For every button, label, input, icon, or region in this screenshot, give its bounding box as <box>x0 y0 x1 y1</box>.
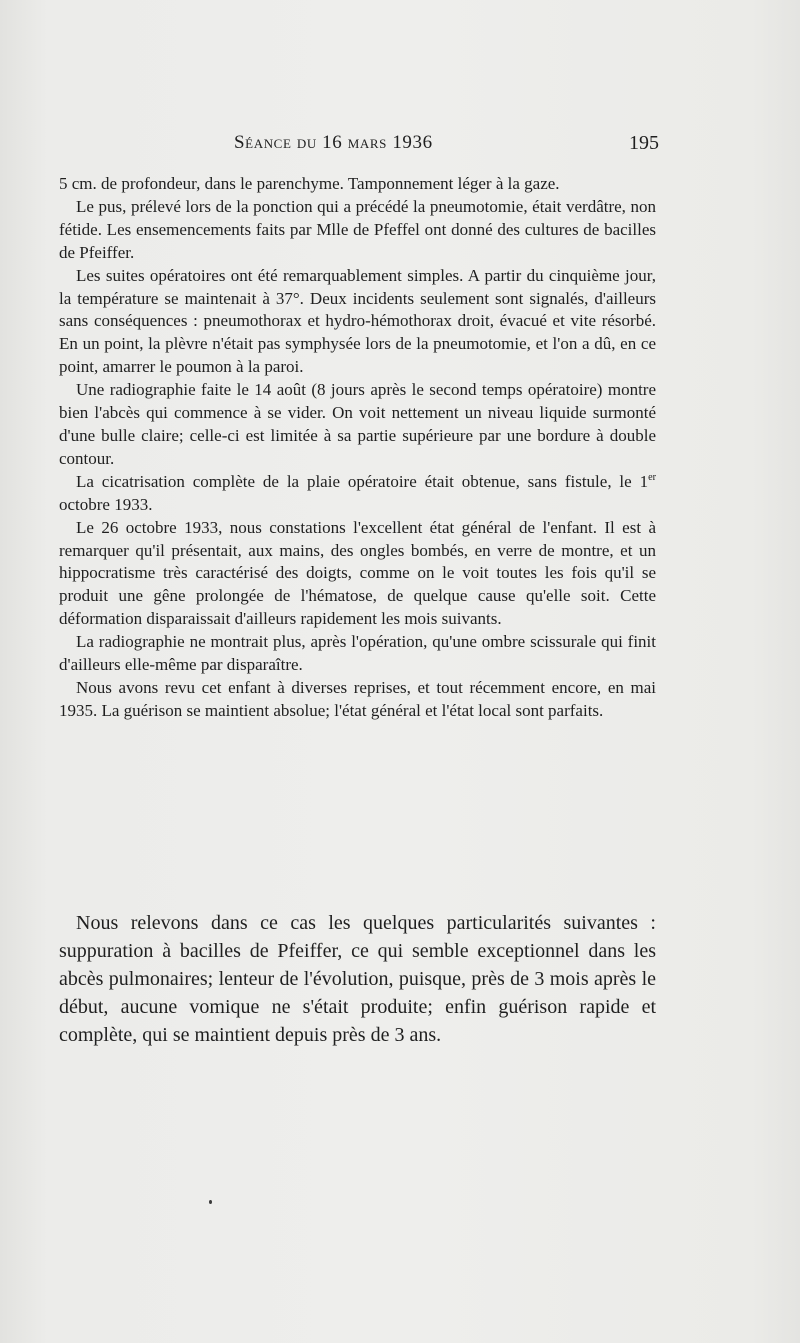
page-number: 195 <box>629 132 659 154</box>
case-report-text <box>59 173 656 723</box>
ink-speck <box>209 1200 212 1204</box>
conclusion-paragraph: Nous relevons dans ce cas les quelques particularités suivantes : suppuration à bacilles de Pfeiffer, ce qui semble exceptionnel dans les abcès pulmonaires; lenteur de l'évolution, puisque, près de 3 mois après le début, aucune vomique ne s'était produite; enfin guérison rapide et complète, qui se maintient depuis près de 3 ans. <box>59 912 656 1046</box>
paragraph: Le pus, prélevé lors de la ponction qui a précédé la pneumotomie, était verdâtre, non fétide. Les ensemencements faits par Mlle de Pfeffel ont donné des cultures de bacilles de Pfeiffer. <box>59 196 656 262</box>
paragraph <box>59 471 656 517</box>
text-run: La cicatrisation complète de la plaie opératoire était obtenue, sans fistule, le 1 <box>76 471 649 491</box>
text-run: octobre 1933. <box>59 494 153 514</box>
paragraph: Nous avons revu cet enfant à diverses reprises, et tout récemment encore, en mai 1935. La guérison se maintient absolue; l'état général et l'état local sont parfaits. <box>59 677 656 720</box>
paragraph: La radiographie ne montrait plus, après l'opération, qu'une ombre scissurale qui finit d'ailleurs elle-même par disparaître. <box>59 632 656 675</box>
paragraph: Les suites opératoires ont été remarquablement simples. A partir du cinquième jour, la température se maintenait à 37°. Deux incidents seulement sont signalés, d'ailleurs sans conséquences : pneumothorax et hydro-hémothorax droit, évacué et vite résorbé. En un point, la plèvre n'était pas symphysée lors de la pneumotomie, et l'on a dû, en ce point, amarrer le poumon à la paroi. <box>59 265 656 377</box>
paragraph: Le 26 octobre 1933, nous constations l'excellent état général de l'enfant. Il est à remarquer qu'il présentait, aux mains, des ongles bombés, en verre de montre, et un hippocratisme très caractérisé des doigts, comme on le voit toutes les fois qu'il se produit une gêne prolongée de l'hématose, de quelque cause qu'elle soit. Cette déformation disparaissait d'ailleurs rapidement les mois suivants. <box>59 517 656 629</box>
running-title: Séance du 16 mars 1936 <box>234 132 433 153</box>
paragraph: Une radiographie faite le 14 août (8 jours après le second temps opératoire) montre bien l'abcès qui commence à se vider. On voit nettement un niveau liquide surmonté d'une bulle claire; celle-ci est limitée à sa partie supérieure par une bordure à double contour. <box>59 380 656 468</box>
ordinal-superscript: er <box>648 471 656 483</box>
conclusion-section <box>59 909 656 1049</box>
paragraph: 5 cm. de profondeur, dans le parenchyme. Tamponnement léger à la gaze. <box>59 174 560 193</box>
page-header <box>59 132 659 156</box>
